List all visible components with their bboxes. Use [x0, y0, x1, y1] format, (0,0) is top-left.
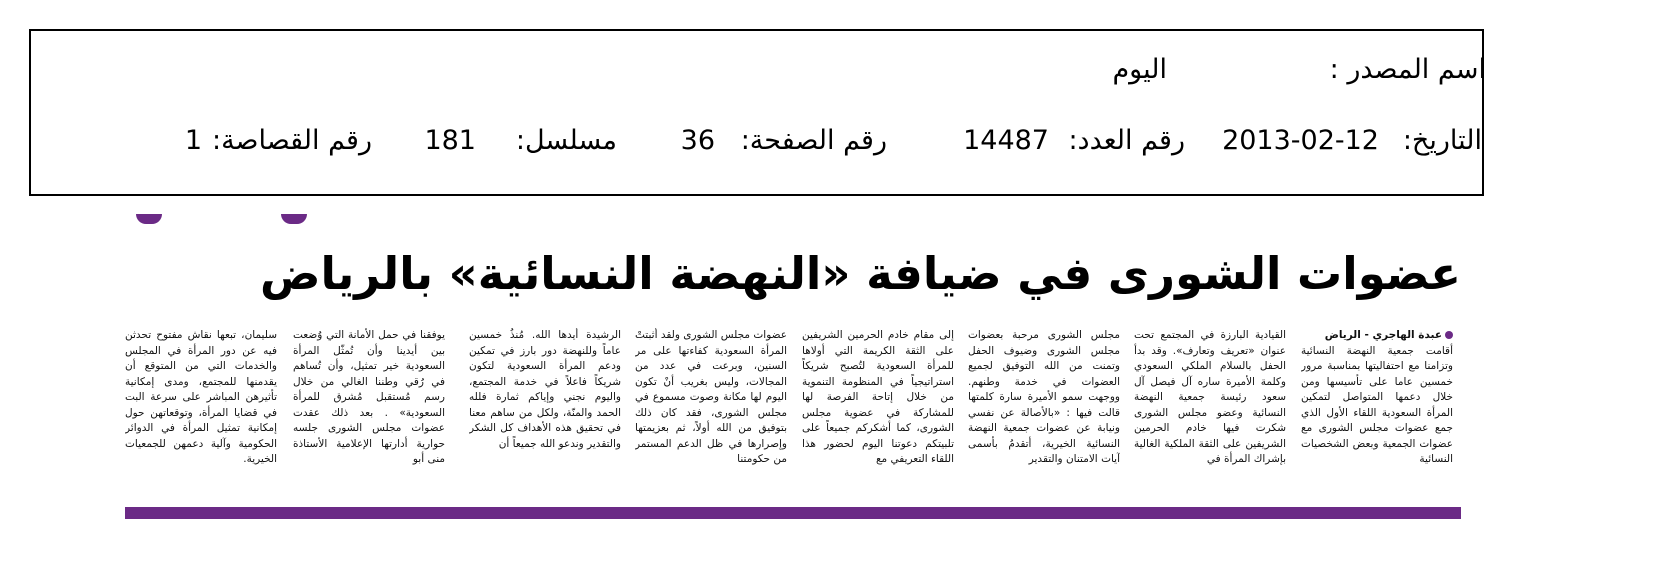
article-byline [1301, 328, 1453, 344]
article-column-1 [1301, 328, 1453, 498]
article-column-4 [802, 328, 954, 498]
column-text: مجلس الشورى مرحبة بعضوات مجلس الشورى وضيوف الحفل وتمنت من الله التوفيق لجميع العضوات في خدمة وطنهم. ووجهت سمو الأميرة سارة كلمتها قالت فيها : «بالأصالة عن نفسي ونيابة عن عضوات جمعية النهضة النسائية الخيرية، أتقدمُ بأسمى آيات الامتنان والتقدير [968, 329, 1120, 465]
clipping-metadata-box [29, 29, 1484, 196]
clip-label: رقم القصاصة: [211, 125, 372, 156]
date-value: 2013-02-12 [1222, 125, 1379, 156]
article-column-5 [635, 328, 787, 498]
clip-value: 1 [184, 125, 202, 156]
article-body [125, 328, 1461, 498]
column-text: الرشيدة أيدها الله. مُنذُ خمسين عاماً وللنهضة دور بارز في تمكين ودعم المرأة السعودية لتكون شريكاً فاعلاً في خدمة المجتمع، واليوم نجني وإياكم ثمارة فلله الحمد والمنّة، ولكل من ساهم معنا في تحقيق هذه الأهداف كل الشكر والتقدير وندعو الله جميعاً أن [469, 329, 621, 450]
page-value: 36 [680, 125, 715, 156]
page-label: رقم الصفحة: [740, 125, 887, 156]
article-column-6 [469, 328, 621, 498]
article-column-8 [125, 328, 277, 498]
column-text: أقامت جمعية النهضة النسائية وتزامنا مع احتفاليتها بمناسبة مرور خمسين عاما على تأسيسها ومن خلال دعمها المتواصل لتمكين المرأة السعودية اللقاء الأول الذي جمع عضوات مجلس الشورى مع عضوات الجمعية وبعض الشخصيات النسائية [1301, 344, 1453, 465]
column-text: إلى مقام خادم الحرمين الشريفين على الثقة الكريمة التي أولاها للمرأة السعودية لتُصبح شريكاً استراتيجياً في المنظومة التنموية من خلال إتاحة الفرصة لها للمشاركة في عضوية مجلس الشورى، كما أشكركم جميعاً على تلبيتكم دعوتنا اليوم لحضور هذا اللقاء التعريفي مع [802, 329, 954, 465]
serial-label: مسلسل: [515, 125, 617, 156]
column-text: سليمان، تبعها نقاش مفتوح تحدثن فيه عن دور المرأة في المجلس والخدمات التي من المتوقع أن يقدمنها للمجتمع، ومدى إمكانية تأثيرهن المباشر على سرعة البت في قضايا المرأة، وتوقعاتهن حول إمكانية تمثيل المرأة في الدوائر الحكومية وآلية دعمهن للجمعيات الخيرية. [125, 329, 277, 465]
date-label: التاريخ: [1402, 125, 1482, 156]
byline-text: عبدة الهاجري - الرياض [1324, 329, 1442, 341]
issue-value: 14487 [963, 125, 1049, 156]
article-headline: عضوات الشورى في ضيافة «النهضة النسائية» بالرياض [259, 247, 1461, 300]
article-column-3 [968, 328, 1120, 498]
source-value: اليوم [1112, 54, 1167, 85]
ornament-right [281, 214, 307, 224]
details-line [27, 124, 1482, 164]
column-text: يوفقنا في حمل الأمانة التي وُضعت بين أيدينا وأن تُمثّل المرأة السعودية خير تمثيل، وأن تُساهم في رُقي وطننا الغالي من خلال رسم مُستقبل مُشرق للمرأة السعودية» . بعد ذلك عقدت عضوات مجلس الشورى جلسه حوارية أدارتها الإعلامية الأستاذة منى أبو [293, 329, 445, 465]
column-text: عضوات مجلس الشورى ولقد أثبتتْ المرأة السعودية كفاءتها على مر السنين، وبرعت في عدد من المجالات، وليس بغريب أنْ تكون اليوم لها مكانة وصوت مسموع في مجلس الشورى، فقد كان ذلك بتوفيق من الله أولاً، ثم بعزيمتها وإصرارها في ظل الدعم المستمر من حكومتنا [635, 329, 787, 465]
bottom-rule [125, 507, 1461, 519]
serial-value: 181 [424, 125, 476, 156]
column-text: القيادية البارزة في المجتمع تحت عنوان «تعريف وتعارف». وقد بدأ الحفل بالسلام الملكي السعودي وكلمة الأميرة ساره آل فيصل آل سعود رئيسة جمعية النهضة النسائية وعضو مجلس الشورى شكرت فيها خادم الحرمين الشريفين على الثقة الملكية الغالية بإشراك المرأة في [1134, 329, 1286, 465]
ornament-left [136, 214, 162, 224]
article-column-2 [1134, 328, 1286, 498]
byline-bullet-icon [1445, 331, 1453, 339]
issue-label: رقم العدد: [1068, 125, 1185, 156]
source-label: اسم المصدر : [1329, 54, 1486, 85]
article-column-7 [293, 328, 445, 498]
